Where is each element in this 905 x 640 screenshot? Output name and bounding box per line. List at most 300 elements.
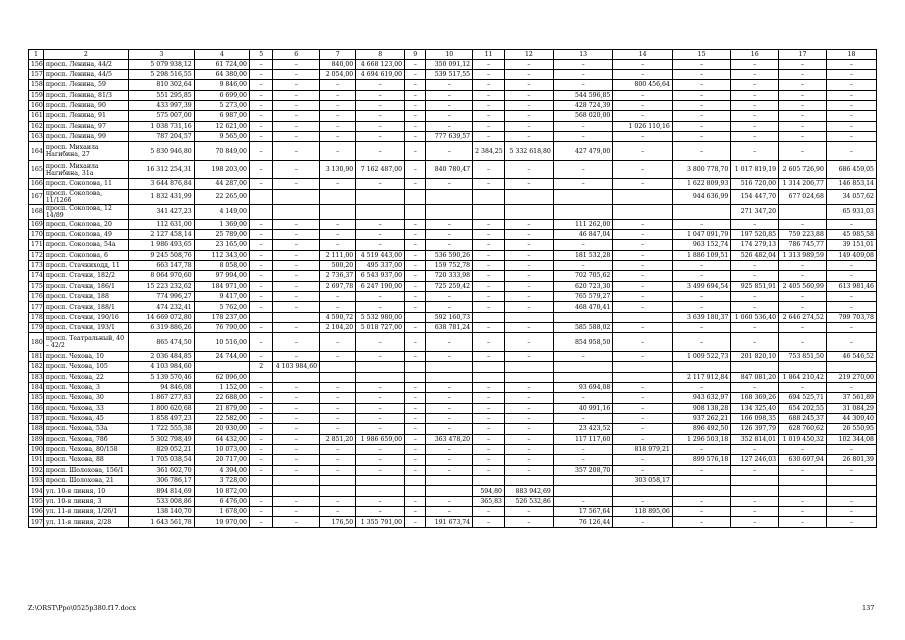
address-cell: просп. Чехова, 88 <box>43 455 128 465</box>
value-cell: – <box>250 403 273 413</box>
value-cell: – <box>273 403 320 413</box>
value-cell: – <box>613 281 673 291</box>
value-cell: – <box>356 219 405 229</box>
value-cell: – <box>405 323 426 333</box>
table-row <box>29 189 877 204</box>
table-row <box>29 382 877 392</box>
value-cell: – <box>250 219 273 229</box>
value-cell <box>426 204 473 219</box>
value-cell: 94 846,08 <box>128 382 194 392</box>
column-header: 8 <box>356 50 405 60</box>
value-cell: 64 380,00 <box>194 69 249 79</box>
column-header: 3 <box>128 50 194 60</box>
value-cell: – <box>250 434 273 444</box>
value-cell: – <box>779 323 827 333</box>
value-cell: 1 886 109,51 <box>672 250 730 260</box>
value-cell: 76 126,44 <box>553 517 613 527</box>
value-cell: – <box>672 90 730 100</box>
value-cell: 787 204,57 <box>128 131 194 141</box>
value-cell: 1 296 503,18 <box>672 434 730 444</box>
value-cell <box>273 204 320 219</box>
address-cell: просп. Чехова, 10 <box>43 351 128 361</box>
value-cell: – <box>672 444 730 454</box>
value-cell: – <box>250 444 273 454</box>
value-cell: – <box>505 59 554 69</box>
value-cell: – <box>826 496 876 506</box>
value-cell <box>320 476 356 486</box>
value-cell: – <box>273 507 320 517</box>
value-cell: – <box>273 351 320 361</box>
value-cell: – <box>473 219 505 229</box>
value-cell: – <box>273 271 320 281</box>
value-cell: – <box>405 69 426 79</box>
value-cell: – <box>426 111 473 121</box>
value-cell: – <box>672 323 730 333</box>
address-cell: просп. Соколова, 54а <box>43 240 128 250</box>
value-cell: – <box>731 517 779 527</box>
value-cell: – <box>405 302 426 312</box>
column-header: 15 <box>672 50 730 60</box>
value-cell: 271 347,20 <box>731 204 779 219</box>
value-cell: 2 117 912,84 <box>672 372 730 382</box>
value-cell: – <box>405 455 426 465</box>
row-number-cell: 186. <box>29 403 44 413</box>
value-cell: – <box>273 90 320 100</box>
address-cell: просп. Чехова, 105 <box>43 362 128 372</box>
address-cell: просп. Стачки, 188 <box>43 292 128 302</box>
value-cell: 944 636,99 <box>672 189 730 204</box>
value-cell: – <box>613 382 673 392</box>
address-cell: просп. Театральный, 40 – 42/2 <box>43 333 128 352</box>
table-row <box>29 69 877 79</box>
address-cell: просп. Ленина, 90 <box>43 100 128 110</box>
value-cell <box>473 189 505 204</box>
value-cell: – <box>426 302 473 312</box>
value-cell: – <box>250 302 273 312</box>
value-cell: – <box>473 271 505 281</box>
value-cell: 4 103 984,60 <box>273 362 320 372</box>
value-cell: – <box>553 455 613 465</box>
table-row <box>29 444 877 454</box>
value-cell: 1 314 206,77 <box>779 179 827 189</box>
value-cell <box>672 362 730 372</box>
value-cell: – <box>731 59 779 69</box>
value-cell: – <box>250 142 273 161</box>
value-cell <box>473 312 505 322</box>
row-number-cell: 157. <box>29 69 44 79</box>
table-row <box>29 465 877 475</box>
value-cell: 1 832 431,99 <box>128 189 194 204</box>
value-cell: 6 247 190,00 <box>356 281 405 291</box>
value-cell: – <box>826 260 876 270</box>
value-cell <box>273 476 320 486</box>
value-cell: – <box>473 403 505 413</box>
value-cell: – <box>273 281 320 291</box>
value-cell: 592 160,73 <box>426 312 473 322</box>
value-cell: – <box>613 323 673 333</box>
address-cell: просп. Стачки, 186/1 <box>43 281 128 291</box>
value-cell: – <box>250 229 273 239</box>
value-cell: – <box>672 292 730 302</box>
value-cell: – <box>779 302 827 312</box>
value-cell: – <box>731 80 779 90</box>
value-cell: – <box>250 507 273 517</box>
value-cell: 720 333,98 <box>426 271 473 281</box>
table-row <box>29 507 877 517</box>
value-cell: 539 517,55 <box>426 69 473 79</box>
value-cell: 686 459,05 <box>826 160 876 179</box>
value-cell: 840 780,47 <box>426 160 473 179</box>
address-cell: просп. Ленина, 44/5 <box>43 69 128 79</box>
row-number-cell: 168. <box>29 204 44 219</box>
value-cell: 178 237,00 <box>194 312 249 322</box>
value-cell: 628 760,62 <box>779 424 827 434</box>
value-cell: 963 152,74 <box>672 240 730 250</box>
column-header: 17 <box>779 50 827 60</box>
value-cell: – <box>731 90 779 100</box>
column-header: 7 <box>320 50 356 60</box>
value-cell: – <box>505 455 554 465</box>
value-cell: – <box>426 465 473 475</box>
value-cell: 500,20 <box>320 260 356 270</box>
value-cell: 176,50 <box>320 517 356 527</box>
row-number-cell: 193. <box>29 476 44 486</box>
value-cell: – <box>553 393 613 403</box>
value-cell: – <box>426 444 473 454</box>
value-cell: – <box>505 424 554 434</box>
value-cell: – <box>672 507 730 517</box>
value-cell: – <box>731 142 779 161</box>
value-cell: – <box>553 444 613 454</box>
value-cell: – <box>553 179 613 189</box>
table-row <box>29 131 877 141</box>
page-number: 137 <box>862 604 875 612</box>
value-cell: – <box>356 179 405 189</box>
value-cell <box>405 189 426 204</box>
row-number-cell: 164. <box>29 142 44 161</box>
value-cell: – <box>320 131 356 141</box>
address-cell: ул. 11-я линия, 1/26/1 <box>43 507 128 517</box>
value-cell: – <box>826 142 876 161</box>
value-cell <box>613 312 673 322</box>
address-cell: просп. Соколова, 12 14/89 <box>43 204 128 219</box>
address-cell: просп. Чехова, 22 <box>43 372 128 382</box>
value-cell: – <box>426 179 473 189</box>
value-cell: – <box>779 382 827 392</box>
value-cell: – <box>473 80 505 90</box>
value-cell: – <box>426 333 473 352</box>
value-cell: – <box>553 59 613 69</box>
value-cell: – <box>731 292 779 302</box>
value-cell: 585 588,02 <box>553 323 613 333</box>
value-cell: – <box>505 271 554 281</box>
value-cell: – <box>505 111 554 121</box>
value-cell: 4 103 984,60 <box>128 362 194 372</box>
table-row <box>29 292 877 302</box>
table-row <box>29 323 877 333</box>
value-cell: 810 302,64 <box>128 80 194 90</box>
value-cell: – <box>273 517 320 527</box>
value-cell: – <box>250 281 273 291</box>
value-cell: 4 149,00 <box>194 204 249 219</box>
value-cell: – <box>779 219 827 229</box>
address-cell: просп. Шолохова, 21 <box>43 476 128 486</box>
address-cell: просп. Чехова, 80/158 <box>43 444 128 454</box>
value-cell: – <box>731 111 779 121</box>
column-header: 4 <box>194 50 249 60</box>
value-cell: 306 786,17 <box>128 476 194 486</box>
value-cell: – <box>731 302 779 312</box>
value-cell: – <box>405 179 426 189</box>
value-cell: – <box>779 271 827 281</box>
row-number-cell: 169. <box>29 219 44 229</box>
value-cell: 1 019 450,32 <box>779 434 827 444</box>
value-cell: – <box>250 250 273 260</box>
value-cell: – <box>505 160 554 179</box>
table-row <box>29 121 877 131</box>
address-cell: просп. Чехова, 33 <box>43 403 128 413</box>
value-cell: – <box>826 271 876 281</box>
row-number-cell: 185. <box>29 393 44 403</box>
value-cell: 61 724,00 <box>194 59 249 69</box>
row-number-cell: 162. <box>29 121 44 131</box>
table-row <box>29 496 877 506</box>
value-cell <box>505 312 554 322</box>
value-cell: – <box>731 69 779 79</box>
value-cell: – <box>473 507 505 517</box>
value-cell: – <box>672 382 730 392</box>
value-cell: – <box>731 507 779 517</box>
value-cell: – <box>473 229 505 239</box>
value-cell: – <box>613 455 673 465</box>
value-cell: – <box>273 382 320 392</box>
value-cell <box>356 476 405 486</box>
value-cell: – <box>473 413 505 423</box>
value-cell: – <box>779 333 827 352</box>
row-number-cell: 163. <box>29 131 44 141</box>
value-cell: – <box>250 465 273 475</box>
row-number-cell: 174. <box>29 271 44 281</box>
value-cell <box>250 372 273 382</box>
value-cell: – <box>273 302 320 312</box>
address-cell: просп. Стачки, 190/16 <box>43 312 128 322</box>
value-cell: – <box>426 229 473 239</box>
value-cell: 17 567,64 <box>553 507 613 517</box>
value-cell <box>613 372 673 382</box>
value-cell: 551 295,85 <box>128 90 194 100</box>
value-cell: – <box>356 131 405 141</box>
value-cell: – <box>672 465 730 475</box>
address-cell: просп. Соколова, 11 <box>43 179 128 189</box>
value-cell: 181 532,28 <box>553 250 613 260</box>
value-cell: 1 864 210,42 <box>779 372 827 382</box>
row-number-cell: 195. <box>29 496 44 506</box>
value-cell: – <box>356 292 405 302</box>
value-cell: – <box>356 424 405 434</box>
value-cell: 93 694,08 <box>553 382 613 392</box>
value-cell <box>194 362 249 372</box>
value-cell: – <box>473 160 505 179</box>
value-cell: – <box>779 90 827 100</box>
value-cell: – <box>613 219 673 229</box>
value-cell: – <box>356 444 405 454</box>
value-cell: 166 098,35 <box>731 413 779 423</box>
row-number-cell: 156. <box>29 59 44 69</box>
value-cell: 350 091,12 <box>426 59 473 69</box>
value-cell: 46 847,04 <box>553 229 613 239</box>
value-cell: – <box>250 80 273 90</box>
value-cell: – <box>426 351 473 361</box>
table-row <box>29 271 877 281</box>
value-cell <box>356 204 405 219</box>
address-cell: просп. Ленина, 81/3 <box>43 90 128 100</box>
value-cell <box>553 312 613 322</box>
value-cell: – <box>405 333 426 352</box>
value-cell: 1 355 791,00 <box>356 517 405 527</box>
value-cell: – <box>826 111 876 121</box>
row-number-cell: 188. <box>29 424 44 434</box>
value-cell: – <box>731 219 779 229</box>
value-cell: – <box>273 424 320 434</box>
value-cell: – <box>613 403 673 413</box>
value-cell: 10 872,00 <box>194 486 249 496</box>
value-cell <box>273 372 320 382</box>
table-row <box>29 434 877 444</box>
value-cell: 23 165,00 <box>194 240 249 250</box>
footer-file-path: Z:\ORST\Ppo\0525p380.f17.docx <box>28 604 137 612</box>
value-cell: 829 052,21 <box>128 444 194 454</box>
value-cell: – <box>320 455 356 465</box>
value-cell: – <box>613 229 673 239</box>
value-cell: 70 849,00 <box>194 142 249 161</box>
value-cell: – <box>473 393 505 403</box>
table-row <box>29 204 877 219</box>
value-cell: – <box>505 333 554 352</box>
value-cell: – <box>320 121 356 131</box>
value-cell <box>356 362 405 372</box>
address-cell: просп. Соколова, 6 <box>43 250 128 260</box>
value-cell: – <box>553 160 613 179</box>
value-cell: – <box>250 393 273 403</box>
value-cell: – <box>505 302 554 312</box>
value-cell: 2 697,78 <box>320 281 356 291</box>
value-cell: – <box>320 179 356 189</box>
value-cell: – <box>356 465 405 475</box>
value-cell: 197 520,85 <box>731 229 779 239</box>
value-cell: 847 081,20 <box>731 372 779 382</box>
value-cell: – <box>826 382 876 392</box>
table-row <box>29 100 877 110</box>
row-number-cell: 158. <box>29 80 44 90</box>
value-cell <box>426 362 473 372</box>
value-cell: – <box>405 131 426 141</box>
value-cell: – <box>320 80 356 90</box>
value-cell: – <box>779 142 827 161</box>
value-cell: – <box>320 382 356 392</box>
value-cell: – <box>405 111 426 121</box>
value-cell: – <box>473 100 505 110</box>
value-cell: 786 745,77 <box>779 240 827 250</box>
row-number-cell: 175. <box>29 281 44 291</box>
table-row <box>29 393 877 403</box>
value-cell <box>553 362 613 372</box>
table-row <box>29 351 877 361</box>
value-cell: – <box>613 240 673 250</box>
value-cell: – <box>731 100 779 110</box>
value-cell: – <box>473 465 505 475</box>
value-cell: 759 223,88 <box>779 229 827 239</box>
value-cell: 184 971,00 <box>194 281 249 291</box>
value-cell: – <box>505 219 554 229</box>
table-row <box>29 111 877 121</box>
value-cell <box>320 486 356 496</box>
value-cell: 630 697,94 <box>779 455 827 465</box>
value-cell <box>553 476 613 486</box>
value-cell: 908 138,28 <box>672 403 730 413</box>
value-cell: – <box>473 121 505 131</box>
value-cell: – <box>779 80 827 90</box>
row-number-cell: 171. <box>29 240 44 250</box>
value-cell: 9 846,00 <box>194 80 249 90</box>
value-cell: – <box>405 507 426 517</box>
value-cell: 23 423,52 <box>553 424 613 434</box>
row-number-cell: 165. <box>29 160 44 179</box>
table-row <box>29 281 877 291</box>
value-cell: – <box>779 465 827 475</box>
value-cell: – <box>250 292 273 302</box>
address-cell: просп. Соколова, 11/126б <box>43 189 128 204</box>
value-cell: – <box>779 131 827 141</box>
value-cell: – <box>553 69 613 79</box>
value-cell: – <box>505 260 554 270</box>
value-cell: 1 986 493,65 <box>128 240 194 250</box>
value-cell: – <box>672 302 730 312</box>
value-cell: – <box>672 219 730 229</box>
value-cell: 4 590,72 <box>320 312 356 322</box>
value-cell: – <box>613 333 673 352</box>
value-cell: – <box>356 403 405 413</box>
value-cell: – <box>826 302 876 312</box>
value-cell: – <box>613 496 673 506</box>
value-cell <box>405 312 426 322</box>
value-cell: – <box>473 323 505 333</box>
value-cell: – <box>273 496 320 506</box>
value-cell: – <box>505 292 554 302</box>
value-cell: – <box>473 281 505 291</box>
value-cell: 4 519 443,00 <box>356 250 405 260</box>
value-cell: – <box>505 281 554 291</box>
value-cell: – <box>356 351 405 361</box>
value-cell: 427 479,00 <box>553 142 613 161</box>
value-cell <box>779 204 827 219</box>
value-cell: – <box>405 142 426 161</box>
value-cell: 3 130,90 <box>320 160 356 179</box>
value-cell: 1 643 561,78 <box>128 517 194 527</box>
value-cell: 365,83 <box>473 496 505 506</box>
value-cell: 7 162 487,00 <box>356 160 405 179</box>
value-cell: 112 343,00 <box>194 250 249 260</box>
value-cell: – <box>779 507 827 517</box>
value-cell <box>405 362 426 372</box>
column-header: 2 <box>43 50 128 60</box>
value-cell: – <box>273 434 320 444</box>
table-row <box>29 403 877 413</box>
value-cell: 9 245 508,76 <box>128 250 194 260</box>
value-cell: – <box>405 240 426 250</box>
value-cell: 65 931,03 <box>826 204 876 219</box>
value-cell: – <box>405 393 426 403</box>
row-number-cell: 183. <box>29 372 44 382</box>
